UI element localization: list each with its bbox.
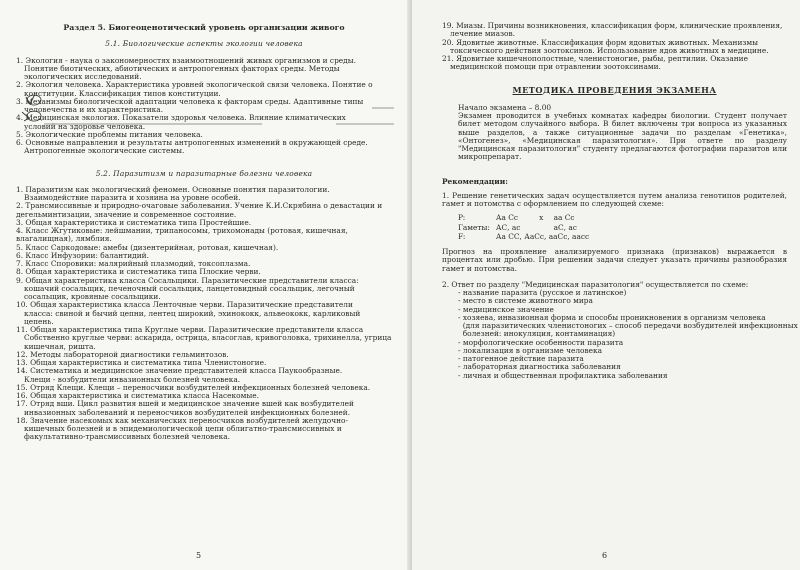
item-number: 5. (16, 129, 24, 139)
item-text: Экологические проблемы питания человека. (25, 129, 203, 139)
exam-description: Экзамен проводится в учебных комнатах кафедры биологии. Студент получает билет методом случайного выбора. В билет включены три вопроса из указанных выше разделов, а также ситуационные задачи по разделам «Генетика», «Онтогенез», «Медицинская паразитология». При ответе по разделу "Медицинская паразитология" студенту предлагаются фотографии паразитов или микропрепарат. (458, 111, 787, 162)
item-number: 17. (16, 399, 28, 409)
cross-sign: x (539, 213, 544, 223)
scheme-item: - морфологические особенности паразита (458, 337, 624, 347)
item-text: Значение насекомых как механических переносчиков возбудителей желудочно- (30, 415, 348, 425)
subsection-title: 5.2. Паразитизм и паразитарные болезни человека (95, 168, 313, 178)
item-continuation: кошачий сосальщик, печеночный сосальщик, ланцетовидный сосальщик, легочный сосальщик, кровяные сосальщики. (24, 283, 355, 301)
scheme-item: (для паразитических членистоногих – способ передачи возбудителей инфекционных (458, 321, 798, 330)
page-number: 5 (196, 551, 202, 560)
item-continuation: медицинской помощи при отравлении зоотоксинами. (450, 62, 661, 72)
section-title: Раздел 5. Биогеоценотический уровень организации живого (63, 23, 345, 32)
item-text: Общая характеристика и систематика типа Членистоногие. (30, 358, 267, 367)
item-number: 2. (16, 80, 24, 90)
item-continuation: токсического действия зоотоксинов. Использование ядов животных в медицине. (450, 45, 769, 55)
cross-value: аС, ас (553, 222, 577, 232)
recommendation-1: 1. Решение генетических задач осуществляется путем анализа генотипов родителей, гамет и потомства с оформлением по следующей схеме: (442, 190, 787, 208)
exam-start: Начало экзамена – 8.00 (458, 102, 552, 112)
scheme-item: - медицинское значение (458, 304, 554, 314)
item-number: 1. (16, 184, 24, 194)
scheme-item: - хозяева, инвазионная форма и способы проникновения в организм человека (458, 312, 766, 322)
item-number: 11. (16, 325, 28, 334)
item-text: Паразитизм как экологический феномен. Основные понятия паразитологии. (25, 184, 330, 194)
cross-value: АС, ас (495, 222, 521, 232)
item-number: 9. (16, 275, 24, 285)
item-number: 5. (16, 242, 24, 252)
list-item (442, 22, 787, 39)
item-continuation: конституции. Классификация типов конституции. (24, 88, 221, 98)
item-text: Класс Споровики: малярийный плазмодий, токсоплазма. (25, 259, 251, 268)
item-text: Трансмиссивные и природно-очаговые заболевания. Учение К.И.Скрябина о девастации и дегельминтизации, значение и современное состояние. (16, 201, 383, 219)
item-text: Основные направления и результаты антропогенных изменений в окружающей среде. (25, 138, 368, 147)
item-text: Общая характеристика и систематика типа Простейшие. (25, 217, 252, 227)
item-text: Класс Жгутиковые: лейшмании, трипаносомы, трихомонады (ротовая, кишечная, влагалищная), лямблия. (16, 226, 348, 244)
item-number: 21. (442, 54, 454, 63)
scheme-item: - место в системе животного мира (458, 296, 593, 306)
item-continuation: лечение миазов. (450, 29, 515, 39)
continued-list (442, 22, 787, 72)
item-number: 15. (16, 382, 28, 392)
item-continuation: Собственно круглые черви: аскарида, острица, власоглав, кривоголовка, трихинелла, угрица кишечная, ришта. (24, 333, 392, 351)
item-text: Класс Саркодовые: амебы (дизентерийная, ротовая, кишечная). (25, 242, 279, 252)
item-number: 18. (16, 415, 28, 425)
genetic-cross-table (458, 214, 595, 242)
list-item (442, 39, 787, 56)
item-number: 13. (16, 358, 28, 367)
item-number: 3. (16, 217, 24, 227)
recommendation-1-tail: Прогноз на проявление анализируемого признака (признаков) выражается в процентах или дробью. При решении задачи следует указать причины разнообразия гамет и потомства. (442, 247, 787, 273)
cross-label: P: (458, 213, 466, 223)
scheme-item: - патогенное действие паразита (458, 354, 584, 363)
item-number: 6. (16, 138, 24, 147)
item-text: Общая характеристика и систематика типа Плоские черви. (25, 267, 261, 277)
item-continuation: Понятие биотических, абиотических и антропогенных факторах среды. Методы экологических исследований. (24, 63, 340, 81)
item-number: 1. (16, 55, 24, 65)
item-number: 2. (16, 201, 24, 211)
item-number: 4. (16, 113, 24, 123)
page-number: 6 (602, 551, 608, 560)
item-number: 7. (16, 259, 24, 268)
item-number: 4. (16, 226, 24, 235)
item-text: Класс Инфузории: балантидий. (25, 250, 149, 260)
recommendation-2: 2. Ответ по разделу "Медицинская паразитология" осуществляется по схеме: (442, 279, 749, 289)
item-continuation: Клещи - возбудители инвазионных болезней человека. (24, 374, 241, 384)
cross-label: Гаметы: (458, 222, 490, 232)
item-number: 14. (16, 366, 28, 376)
cross-value: Аа Сс (495, 213, 519, 223)
list-item (442, 55, 787, 72)
subsection-title: 5.1. Биологические аспекты экологии человека (105, 39, 303, 49)
scheme-item: - название паразита (русское и латинское) (458, 288, 627, 297)
item-continuation: Антропогенные экологические системы. (24, 146, 185, 156)
item-text: Миазы. Причины возникновения, классификация форм, клинические проявления, (456, 21, 783, 30)
item-text: Экология - наука о закономерностях взаимоотношений живых организмов и среды. (25, 55, 356, 65)
right-page (412, 0, 800, 570)
cross-value: Аа СС, АаСс, ааСс, аасс (495, 231, 590, 241)
scheme-item: - локализация в организме человека (458, 345, 603, 355)
cross-label: F: (458, 231, 466, 241)
item-number: 6. (16, 250, 24, 260)
circle-mark-icon (27, 111, 41, 121)
scheme-item: - лабораторная диагностика заболевания (458, 362, 621, 372)
scheme-item: болезней: инокуляция, контаминация) (458, 329, 616, 339)
item-continuation: кишечных болезней и в эпидемиологической цепи облигатно-трансмиссивных и факультативно-трансмиссивных болезней человека. (24, 424, 342, 442)
item-text: Ядовитые кишечнополостные, членистоногие, рыбы, рептилии. Оказание (456, 54, 748, 63)
item-text: Систематика и медицинское значение представителей класса Паукообразные. (30, 366, 343, 376)
item-text: Общая характеристика и систематика класса Насекомые. (30, 391, 259, 400)
cross-value: аа Сс (553, 213, 575, 223)
item-continuation: человечества и их характеристика. (24, 105, 164, 114)
recommendation-2-list (442, 288, 798, 380)
scheme-item: - личная и общественная профилактика заболевания (458, 370, 668, 380)
item-continuation: условий на здоровье человека. (24, 121, 146, 131)
item-text: Экология человека. Характеристика уровней экологической связи человека. Понятие о (25, 80, 373, 90)
item-number: 3. (16, 96, 24, 106)
item-number: 10. (16, 300, 28, 310)
item-number: 12. (16, 349, 28, 359)
item-number: 19. (442, 21, 454, 30)
item-continuation: Взаимодействие паразита и хозяина на уровне особей. (24, 193, 241, 202)
item-text: Ядовитые животные. Классификация форм ядовитых животных. Механизмы (456, 37, 759, 47)
item-text: Общая характеристика типа Круглые черви. Паразитические представители класса (30, 325, 364, 334)
item-number: 20. (442, 37, 454, 47)
item-text: Отряд вши. Цикл развития вшей и медицинское значение вшей как возбудителей (30, 399, 354, 409)
item-text: Механизмы биологической адаптации человека к факторам среды. Адаптивные типы (25, 96, 364, 106)
item-text: Общая характеристика класса Сосальщики. Паразитические представители класса: (25, 275, 359, 285)
item-number: 16. (16, 391, 28, 400)
right-page-content (442, 21, 798, 380)
item-text: Отряд Клещи. Клещи – переносчики возбудителей инфекционных болезней человека. (30, 382, 371, 392)
method-title: МЕТОДИКА ПРОВЕДЕНИЯ ЭКЗАМЕНА (512, 84, 717, 95)
item-number: 8. (16, 267, 24, 277)
item-continuation: инвазионных заболеваний и переносчиков возбудителей инфекционных болезней. (24, 407, 351, 417)
recommendations-title: Рекомендации: (442, 176, 508, 186)
item-text: Общая характеристика класса Ленточные черви. Паразитические представители (30, 300, 353, 310)
item-text: Медицинская экология. Показатели здоровья человека. Влияние климатических (25, 113, 346, 123)
item-text: Методы лабораторной диагностики гельминтозов. (30, 349, 229, 359)
item-continuation: класса: свиной и бычий цепни, лентец широкий, эхинококк, альвеококк, карликовый цепень. (24, 308, 361, 326)
